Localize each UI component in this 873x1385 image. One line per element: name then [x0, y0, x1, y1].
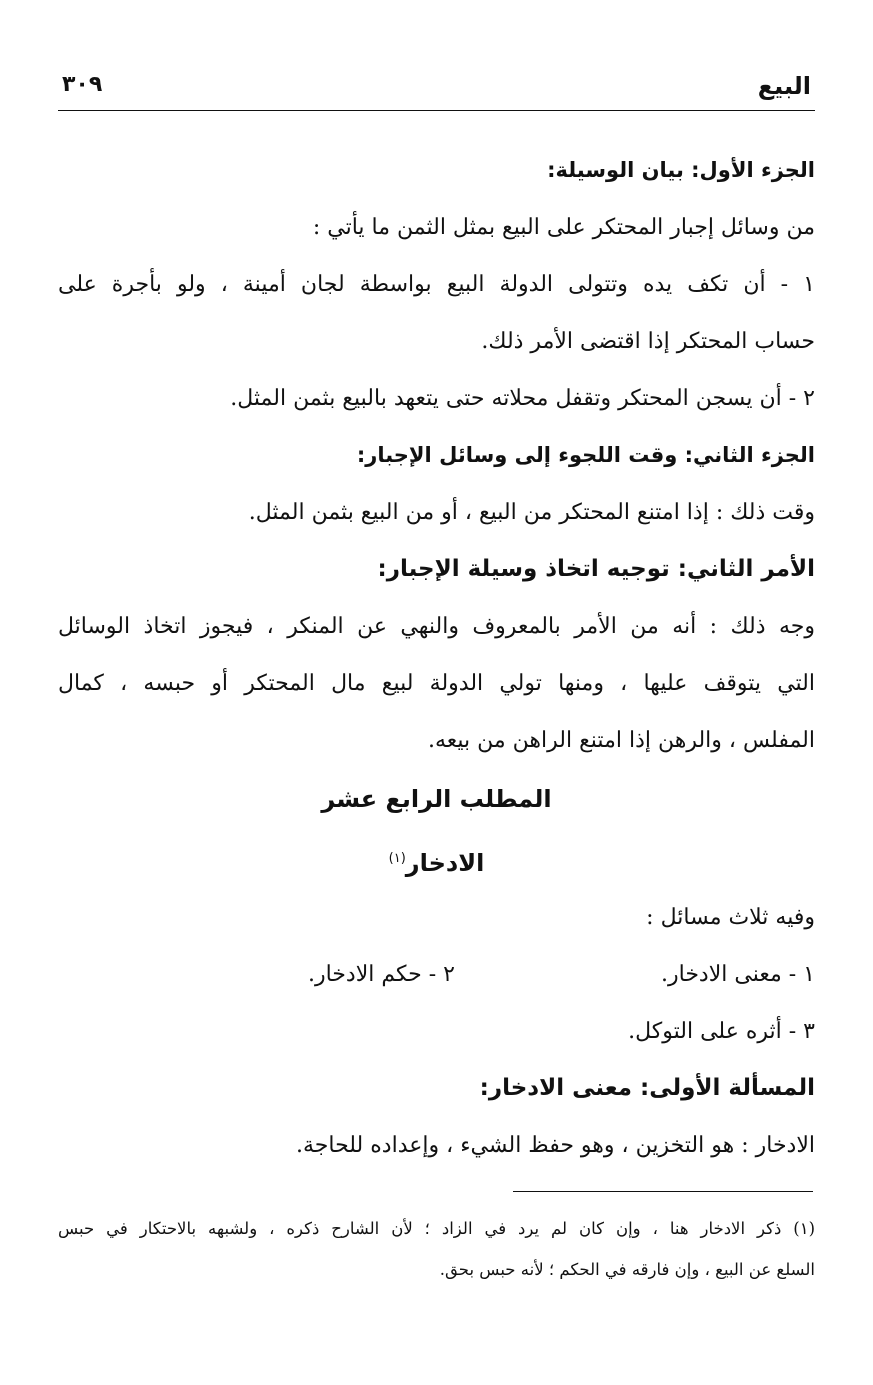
list-item: ٣ - أثره على التوكل. [628, 1019, 815, 1044]
subheading-second-matter: الأمر الثاني: توجيه اتخاذ وسيلة الإجبار: [377, 556, 815, 582]
header-rule [58, 110, 815, 111]
section-title: المطلب الرابع عشر [321, 785, 552, 813]
paragraph-line: حساب المحتكر إذا اقتضى الأمر ذلك. [481, 329, 815, 354]
subheading-first-issue: المسألة الأولى: معنى الادخار: [479, 1075, 815, 1101]
running-title: البيع [757, 72, 811, 100]
paragraph-line: التي يتوقف عليها ، ومنها تولي الدولة لبيع مال المحتكر أو حبسه ، كمال [58, 671, 815, 696]
paragraph-line: ٢ - أن يسجن المحتكر وتقفل محلاته حتى يتعهد بالبيع بثمن المثل. [230, 386, 815, 411]
footnote-marker: (١) [388, 851, 406, 866]
paragraph-line: الادخار : هو التخزين ، وهو حفظ الشيء ، وإعداده للحاجة. [295, 1133, 815, 1158]
page-number: ٣٠٩ [62, 72, 103, 97]
paragraph-line: المفلس ، والرهن إذا امتنع الراهن من بيعه. [428, 728, 815, 753]
page-body [58, 142, 815, 1174]
paragraph-line: ١ - أن تكف يده وتتولى الدولة البيع بواسطة لجان أمينة ، ولو بأجرة على [58, 272, 815, 297]
footnote-rule [513, 1191, 813, 1192]
paragraph-line: وفيه ثلاث مسائل : [646, 905, 815, 930]
footnote-line: السلع عن البيع ، وإن فارقه في الحكم ؛ لأنه حبس بحق. [439, 1260, 815, 1279]
subheading-part-one: الجزء الأول: بيان الوسيلة: [547, 158, 815, 182]
section-subtitle-text: الادخار [405, 849, 485, 877]
list-item: ١ - معنى الادخار. [661, 962, 815, 987]
section-subtitle [58, 829, 815, 889]
paragraph-line: وقت ذلك : إذا امتنع المحتكر من البيع ، أو من البيع بثمن المثل. [248, 500, 815, 525]
paragraph-line: وجه ذلك : أنه من الأمر بالمعروف والنهي عن المنكر ، فيجوز اتخاذ الوسائل [58, 614, 815, 639]
subheading-part-two: الجزء الثاني: وقت اللجوء إلى وسائل الإجبار: [356, 443, 815, 467]
footnote [58, 1208, 815, 1290]
list-row [58, 946, 815, 1003]
list-item: ٢ - حكم الادخار. [307, 962, 455, 987]
footnote-line: (١) ذكر الادخار هنا ، وإن كان لم يرد في الزاد ؛ لأن الشارح ذكره ، ولشبهه بالاحتكار في حبس [58, 1219, 815, 1238]
paragraph-line: من وسائل إجبار المحتكر على البيع بمثل الثمن ما يأتي : [312, 215, 815, 240]
